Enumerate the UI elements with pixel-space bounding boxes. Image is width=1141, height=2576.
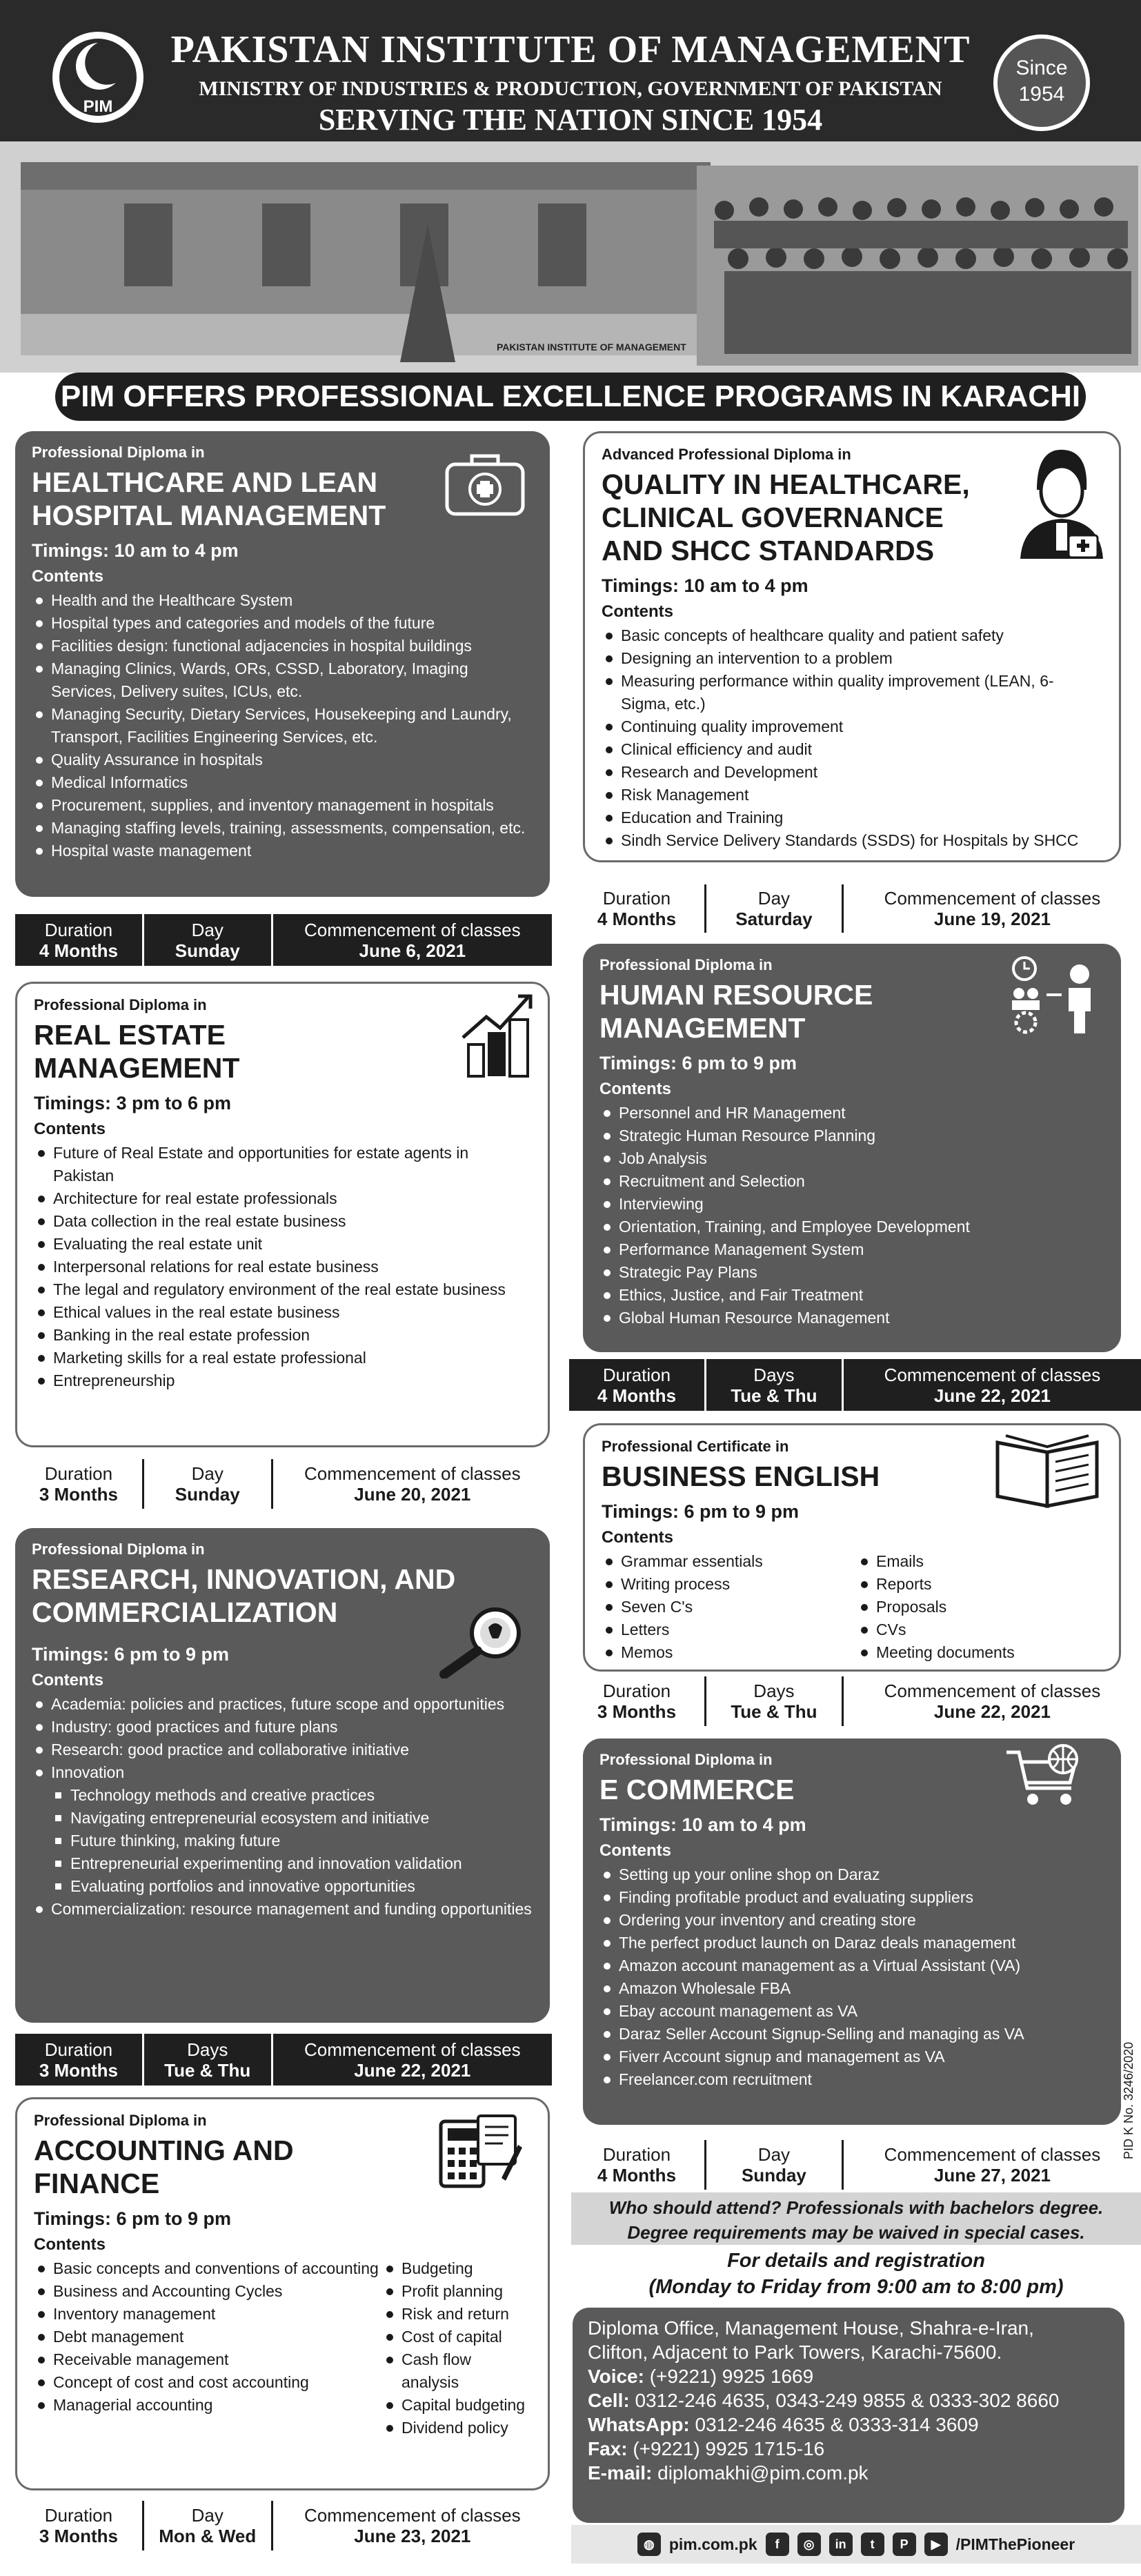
commencement [844, 884, 1141, 933]
contents-columns [34, 2257, 531, 2439]
program-research [15, 1528, 550, 2023]
commencement-value: June 27, 2021 [933, 2165, 1051, 2186]
twitter-icon[interactable]: t [861, 2533, 884, 2556]
address-line: Clifton, Adjacent to Park Towers, Karachi-75600. [588, 2341, 1002, 2363]
social-handle[interactable]: /PIMThePioneer [955, 2535, 1075, 2553]
contents-heading: Contents [32, 1671, 103, 1690]
list-item: Emails [857, 1550, 1102, 1573]
contents-heading: Contents [32, 567, 103, 586]
program-hr [583, 944, 1121, 1352]
duration-value: 3 Months [39, 2059, 118, 2081]
commencement [273, 2501, 552, 2550]
list-item: Evaluating the real estate unit [34, 1233, 531, 1256]
header-photos [0, 141, 1141, 373]
commencement-value: June 22, 2021 [933, 1385, 1051, 1406]
instagram-icon[interactable]: ◎ [797, 2533, 821, 2556]
list-item: Setting up your online shop on Daraz [599, 1863, 1104, 1886]
timings [34, 1093, 531, 1114]
research-schedule [15, 2034, 552, 2085]
list-item: Ordering your inventory and creating store [599, 1909, 1104, 1932]
list-item: Education and Training [602, 806, 1102, 829]
cell-numbers[interactable]: 0312-246 4635, 0343-249 9855 & 0333-302 8660 [635, 2390, 1060, 2411]
website-link[interactable]: pim.com.pk [668, 2535, 757, 2553]
list-item: Receivable management [34, 2348, 382, 2371]
day-label: Days [753, 1681, 795, 1701]
commencement [844, 1359, 1141, 1411]
sub-list-item: Entrepreneurial experimenting and innovation validation [32, 1852, 533, 1875]
duration-value: 4 Months [597, 2165, 677, 2186]
contents-heading: Contents [34, 2235, 106, 2254]
list-item: Capital budgeting [382, 2394, 531, 2417]
list-item: The legal and regulatory environment of the real estate business [34, 1278, 531, 1301]
list-item: Managing staffing levels, training, assessments, compensation, etc. [32, 817, 533, 840]
list-item: Architecture for real estate professionals [34, 1187, 531, 1210]
details-hours: (Monday to Friday from 9:00 am to 8:00 pm) [648, 2276, 1064, 2298]
list-item: Facilities design: functional adjacencies in hospital buildings [32, 635, 533, 657]
list-item: Procurement, supplies, and inventory management in hospitals [32, 794, 533, 817]
program-quality [583, 431, 1121, 862]
list-item: Risk and return [382, 2303, 531, 2326]
calculator-document-icon [437, 2112, 526, 2191]
program-type: Professional Diploma in [32, 444, 205, 461]
list-item: Budgeting [382, 2257, 531, 2280]
duration-label: Duration [602, 888, 671, 909]
program-title-line: AND SHCC STANDARDS [602, 535, 935, 566]
timings-value: 6 pm to 9 pm [684, 1501, 800, 1522]
program-type: Advanced Professional Diploma in [602, 446, 851, 463]
commencement-value: June 22, 2021 [354, 2059, 471, 2081]
day-value: Sunday [175, 1484, 240, 1505]
since-label: Since [1015, 57, 1068, 79]
program-healthcare [15, 431, 550, 897]
day-value: Mon & Wed [159, 2526, 257, 2546]
duration-value: 3 Months [39, 1484, 118, 1505]
contents-heading: Contents [602, 602, 673, 621]
list-item: Grammar essentials [602, 1550, 857, 1573]
timings [602, 575, 1102, 597]
list-item: Managerial accounting [34, 2394, 382, 2417]
doctor-icon [1016, 442, 1106, 562]
list-item: Finding profitable product and evaluating suppliers [599, 1886, 1104, 1909]
timings-value: 6 pm to 9 pm [116, 2208, 232, 2229]
list-item: Basic concepts and conventions of accounting [34, 2257, 382, 2280]
contents-list-left [34, 2257, 382, 2439]
day-value: Sunday [741, 2165, 806, 2186]
timings [34, 2208, 531, 2230]
duration [569, 1359, 706, 1411]
contents-list [32, 1693, 533, 1921]
contents-list-right [382, 2257, 531, 2439]
globe-icon: ◍ [637, 2533, 661, 2556]
timings-label: Timings: [32, 540, 110, 561]
contents-list [599, 1863, 1104, 2091]
healthcare-schedule [15, 914, 552, 966]
commencement-value: June 6, 2021 [359, 940, 466, 961]
address-line: Diploma Office, Management House, Shahra-e-Iran, [588, 2317, 1034, 2339]
timings-label: Timings: [32, 1644, 110, 1665]
day [144, 2034, 273, 2085]
list-item: Designing an intervention to a problem [602, 647, 1102, 670]
duration [15, 2501, 144, 2550]
timings [599, 1814, 1104, 1836]
list-item: Commercialization: resource management and funding opportunities [32, 1898, 533, 1921]
contents-heading: Contents [599, 1841, 671, 1860]
program-english [583, 1423, 1121, 1672]
cell-row [588, 2388, 1109, 2412]
list-item: Hospital waste management [32, 840, 533, 862]
list-item: Amazon account management as a Virtual Assistant (VA) [599, 1954, 1104, 1977]
list-item: Daraz Seller Account Signup-Selling and managing as VA [599, 2023, 1104, 2045]
list-item: Dividend policy [382, 2417, 531, 2439]
duration [15, 1459, 144, 1509]
building-sign: PAKISTAN INSTITUTE OF MANAGEMENT [497, 341, 686, 353]
duration-value: 3 Months [39, 2526, 118, 2546]
first-aid-kit-icon [444, 450, 526, 517]
voice-number[interactable]: (+9221) 9925 1669 [649, 2366, 814, 2387]
duration-label: Duration [602, 2144, 671, 2165]
list-item: Strategic Pay Plans [599, 1261, 1104, 1284]
contents-list [602, 624, 1102, 852]
timings-value: 10 am to 4 pm [684, 575, 808, 596]
day [144, 2501, 273, 2550]
email-address[interactable]: diplomakhi@pim.com.pk [657, 2462, 869, 2484]
list-item: Banking in the real estate profession [34, 1324, 531, 1347]
list-item: Hospital types and categories and models of the future [32, 612, 533, 635]
list-item: Job Analysis [599, 1147, 1104, 1170]
list-item: Personnel and HR Management [599, 1102, 1104, 1124]
voice-row [588, 2364, 1109, 2388]
list-item: Continuing quality improvement [602, 715, 1102, 738]
slogan: SERVING THE NATION SINCE 1954 [318, 103, 823, 137]
duration [569, 884, 706, 933]
list-item: Interpersonal relations for real estate business [34, 1256, 531, 1278]
magnifier-bulb-icon [429, 1603, 526, 1678]
list-item: Business and Accounting Cycles [34, 2280, 382, 2303]
timings [32, 540, 533, 562]
program-title-line: CLINICAL GOVERNANCE [602, 502, 944, 533]
contents-columns [602, 1550, 1102, 1664]
timings [599, 1053, 1104, 1074]
contact-box [573, 2308, 1124, 2523]
list-item: Entrepreneurship [34, 1369, 531, 1392]
logo-text: PIM [83, 97, 113, 116]
header [0, 0, 1141, 141]
program-title-line: ACCOUNTING AND [34, 2134, 294, 2166]
shopping-cart-globe-icon [1004, 1743, 1087, 1812]
registration-details [571, 2248, 1141, 2300]
day-label: Day [191, 1463, 224, 1484]
day [706, 1676, 844, 1726]
commencement-value: June 20, 2021 [354, 1484, 471, 1505]
day-label: Day [191, 919, 224, 940]
building-photo [0, 141, 1141, 373]
list-item: Profit planning [382, 2280, 531, 2303]
contents-list-right [857, 1550, 1102, 1664]
duration [569, 1676, 706, 1726]
day-value: Tue & Thu [731, 1701, 817, 1722]
duration-label: Duration [602, 1681, 671, 1701]
program-type: Professional Diploma in [34, 996, 207, 1013]
sub-list-item: Future thinking, making future [32, 1830, 533, 1852]
day-value: Tue & Thu [164, 2059, 251, 2081]
whatsapp-numbers[interactable]: 0312-246 4635 & 0333-314 3609 [695, 2414, 979, 2435]
commencement-label: Commencement of classes [884, 2144, 1101, 2165]
list-item: Managing Security, Dietary Services, Housekeeping and Laundry, Transport, Facilities Engineering Services, etc. [32, 703, 533, 749]
list-item: Measuring performance within quality improvement (LEAN, 6-Sigma, etc.) [602, 670, 1102, 715]
list-item: Amazon Wholesale FBA [599, 1977, 1104, 2000]
commencement [273, 914, 552, 966]
day [144, 914, 273, 966]
list-item: Clinical efficiency and audit [602, 738, 1102, 761]
timings-label: Timings: [599, 1814, 677, 1835]
program-title-line: E COMMERCE [599, 1774, 795, 1805]
list-item: Industry: good practices and future plans [32, 1716, 533, 1738]
ecommerce-schedule [569, 2140, 1141, 2190]
timings-label: Timings: [34, 2208, 112, 2229]
program-realestate [15, 982, 550, 1447]
contents-list [32, 589, 533, 862]
program-type: Professional Certificate in [602, 1438, 789, 1455]
list-item: Reports [857, 1573, 1102, 1596]
attend-line: Degree requirements may be waived in special cases. [627, 2222, 1085, 2243]
list-item: Fiverr Account signup and management as VA [599, 2045, 1104, 2068]
contents-heading: Contents [599, 1080, 671, 1098]
list-item: Proposals [857, 1596, 1102, 1618]
list-item: Writing process [602, 1573, 857, 1596]
program-title-line: COMMERCIALIZATION [32, 1596, 338, 1628]
commencement [844, 1676, 1141, 1726]
list-item: Cost of capital [382, 2326, 531, 2348]
day-label: Day [191, 2505, 224, 2526]
program-title-line: HEALTHCARE AND LEAN [32, 466, 378, 498]
youtube-icon[interactable]: ▶ [924, 2533, 948, 2556]
contents-list-left [602, 1550, 857, 1664]
list-item: Debt management [34, 2326, 382, 2348]
duration-value: 4 Months [597, 1385, 677, 1406]
fax-label: Fax: [588, 2438, 628, 2459]
duration-label: Duration [44, 919, 113, 940]
commencement-label: Commencement of classes [884, 888, 1101, 909]
realestate-schedule [15, 1459, 552, 1509]
institute-title: PAKISTAN INSTITUTE OF MANAGEMENT [170, 28, 971, 71]
english-schedule [569, 1676, 1141, 1726]
list-item: Ebay account management as VA [599, 2000, 1104, 2023]
list-item: The perfect product launch on Daraz deals management [599, 1932, 1104, 1954]
details-line: For details and registration [727, 2250, 985, 2272]
programs-banner: PIM OFFERS PROFESSIONAL EXCELLENCE PROGRAMS IN KARACHI [55, 373, 1086, 421]
commencement-label: Commencement of classes [304, 1463, 521, 1484]
list-item: Health and the Healthcare System [32, 589, 533, 612]
sub-list-item: Technology methods and creative practices [32, 1784, 533, 1807]
duration [15, 2034, 144, 2085]
day [706, 884, 844, 933]
attend-line: Who should attend? Professionals with bachelors degree. [608, 2197, 1104, 2218]
day-value: Tue & Thu [731, 1385, 817, 1406]
list-item: Innovation [32, 1761, 533, 1784]
program-ecommerce [583, 1738, 1121, 2125]
program-title-line: FINANCE [34, 2168, 160, 2199]
who-should-attend [571, 2192, 1141, 2245]
list-item: Medical Informatics [32, 771, 533, 794]
duration [569, 2140, 706, 2190]
timings-value: 10 am to 4 pm [682, 1814, 806, 1835]
commencement [844, 2140, 1141, 2190]
hr-schedule [569, 1359, 1141, 1411]
timings-value: 10 am to 4 pm [114, 540, 239, 561]
contents-heading: Contents [34, 1120, 106, 1138]
duration-label: Duration [44, 2039, 113, 2060]
timings-value: 3 pm to 6 pm [116, 1093, 232, 1113]
list-item: CVs [857, 1618, 1102, 1641]
list-item: Recruitment and Selection [599, 1170, 1104, 1193]
duration-label: Duration [602, 1364, 671, 1385]
program-accounting [15, 2097, 550, 2490]
timings-value: 6 pm to 9 pm [114, 1644, 230, 1665]
pid-number: PID K No. 3246/2020 [1122, 2041, 1135, 2159]
program-title-line: MANAGEMENT [34, 1052, 240, 1084]
program-type: Professional Diploma in [599, 956, 773, 973]
open-book-icon [992, 1429, 1102, 1512]
timings-label: Timings: [34, 1093, 112, 1113]
commencement-label: Commencement of classes [304, 2039, 521, 2060]
duration-value: 3 Months [597, 1701, 677, 1722]
day [706, 2140, 844, 2190]
contents-list [34, 1142, 531, 1392]
commencement [273, 1459, 552, 1509]
sub-list-item: Navigating entrepreneurial ecosystem and initiative [32, 1807, 533, 1830]
day [144, 1459, 273, 1509]
email-row [588, 2461, 1109, 2485]
hr-management-icon [1009, 953, 1103, 1036]
duration-label: Duration [44, 2505, 113, 2526]
list-item: Marketing skills for a real estate professional [34, 1347, 531, 1369]
accounting-schedule [15, 2501, 552, 2550]
list-item: Quality Assurance in hospitals [32, 749, 533, 771]
day-label: Day [757, 2144, 791, 2165]
list-item: Interviewing [599, 1193, 1104, 1216]
pinterest-icon[interactable]: P [893, 2533, 916, 2556]
program-type: Professional Diploma in [32, 1540, 205, 1558]
list-item: Letters [602, 1618, 857, 1641]
quality-schedule [569, 884, 1141, 933]
program-title-line: MANAGEMENT [599, 1012, 806, 1044]
commencement-label: Commencement of classes [304, 919, 521, 940]
program-title-line: HOSPITAL MANAGEMENT [32, 499, 386, 531]
program-title-line: QUALITY IN HEALTHCARE, [602, 468, 970, 500]
day-value: Saturday [735, 909, 813, 929]
list-item: Data collection in the real estate business [34, 1210, 531, 1233]
program-title-line: RESEARCH, INNOVATION, AND [32, 1563, 456, 1595]
ministry-line: MINISTRY OF INDUSTRIES & PRODUCTION, GOVERNMENT OF PAKISTAN [199, 77, 942, 100]
voice-label: Voice: [588, 2366, 644, 2387]
timings-value: 6 pm to 9 pm [682, 1053, 797, 1073]
list-item: Risk Management [602, 784, 1102, 806]
email-label: E-mail: [588, 2462, 653, 2484]
list-item: Basic concepts of healthcare quality and patient safety [602, 624, 1102, 647]
day-label: Day [757, 888, 791, 909]
sub-list-item: Evaluating portfolios and innovative opportunities [32, 1875, 533, 1898]
commencement [273, 2034, 552, 2085]
fax-row [588, 2437, 1109, 2461]
list-item: Performance Management System [599, 1238, 1104, 1261]
list-item: Research: good practice and collaborative initiative [32, 1738, 533, 1761]
list-item: Managing Clinics, Wards, ORs, CSSD, Laboratory, Imaging Services, Delivery suites, ICUs, etc. [32, 657, 533, 703]
since-year: 1954 [1018, 83, 1065, 106]
contents-list [599, 1102, 1104, 1329]
list-item: Concept of cost and cost accounting [34, 2371, 382, 2394]
list-item: Meeting documents [857, 1641, 1102, 1664]
day-value: Sunday [175, 940, 240, 961]
since-badge [993, 34, 1090, 131]
list-item: Inventory management [34, 2303, 382, 2326]
timings-label: Timings: [602, 575, 679, 596]
duration [15, 914, 144, 966]
timings-label: Timings: [599, 1053, 677, 1073]
list-item: Ethics, Justice, and Fair Treatment [599, 1284, 1104, 1307]
program-title-line: REAL ESTATE [34, 1019, 226, 1051]
day-label: Days [187, 2039, 228, 2060]
duration-value: 4 Months [597, 909, 677, 929]
fax-number[interactable]: (+9221) 9925 1715-16 [633, 2438, 825, 2459]
commencement-label: Commencement of classes [884, 1364, 1101, 1385]
commencement-value: June 22, 2021 [933, 1701, 1051, 1722]
buildings-growth-icon [459, 989, 535, 1079]
duration-label: Duration [44, 1463, 113, 1484]
timings-label: Timings: [602, 1501, 679, 1522]
list-item: Freelancer.com recruitment [599, 2068, 1104, 2091]
list-item: Future of Real Estate and opportunities for estate agents in Pakistan [34, 1142, 531, 1187]
list-item: Global Human Resource Management [599, 1307, 1104, 1329]
commencement-value: June 23, 2021 [354, 2526, 471, 2546]
list-item: Academia: policies and practices, future scope and opportunities [32, 1693, 533, 1716]
commencement-label: Commencement of classes [304, 2505, 521, 2526]
commencement-label: Commencement of classes [884, 1681, 1101, 1701]
contents-heading: Contents [602, 1528, 673, 1547]
whatsapp-label: WhatsApp: [588, 2414, 690, 2435]
day [706, 1359, 844, 1411]
list-item: Orientation, Training, and Employee Development [599, 1216, 1104, 1238]
program-title-line: BUSINESS ENGLISH [602, 1460, 880, 1492]
day-label: Days [753, 1364, 795, 1385]
list-item: Strategic Human Resource Planning [599, 1124, 1104, 1147]
list-item: Research and Development [602, 761, 1102, 784]
cell-label: Cell: [588, 2390, 630, 2411]
social-bar [571, 2525, 1141, 2564]
list-item: Seven C's [602, 1596, 857, 1618]
list-item: Memos [602, 1641, 857, 1664]
program-title-line: HUMAN RESOURCE [599, 979, 873, 1011]
list-item: Ethical values in the real estate business [34, 1301, 531, 1324]
linkedin-icon[interactable]: in [829, 2533, 853, 2556]
program-type: Professional Diploma in [34, 2112, 207, 2129]
facebook-icon[interactable]: f [766, 2533, 789, 2556]
duration-value: 4 Months [39, 940, 118, 961]
program-type: Professional Diploma in [599, 1751, 773, 1768]
commencement-value: June 19, 2021 [933, 909, 1051, 929]
whatsapp-row [588, 2412, 1109, 2437]
list-item: Sindh Service Delivery Standards (SSDS) for Hospitals by SHCC [602, 829, 1102, 852]
list-item: Cash flow analysis [382, 2348, 531, 2394]
